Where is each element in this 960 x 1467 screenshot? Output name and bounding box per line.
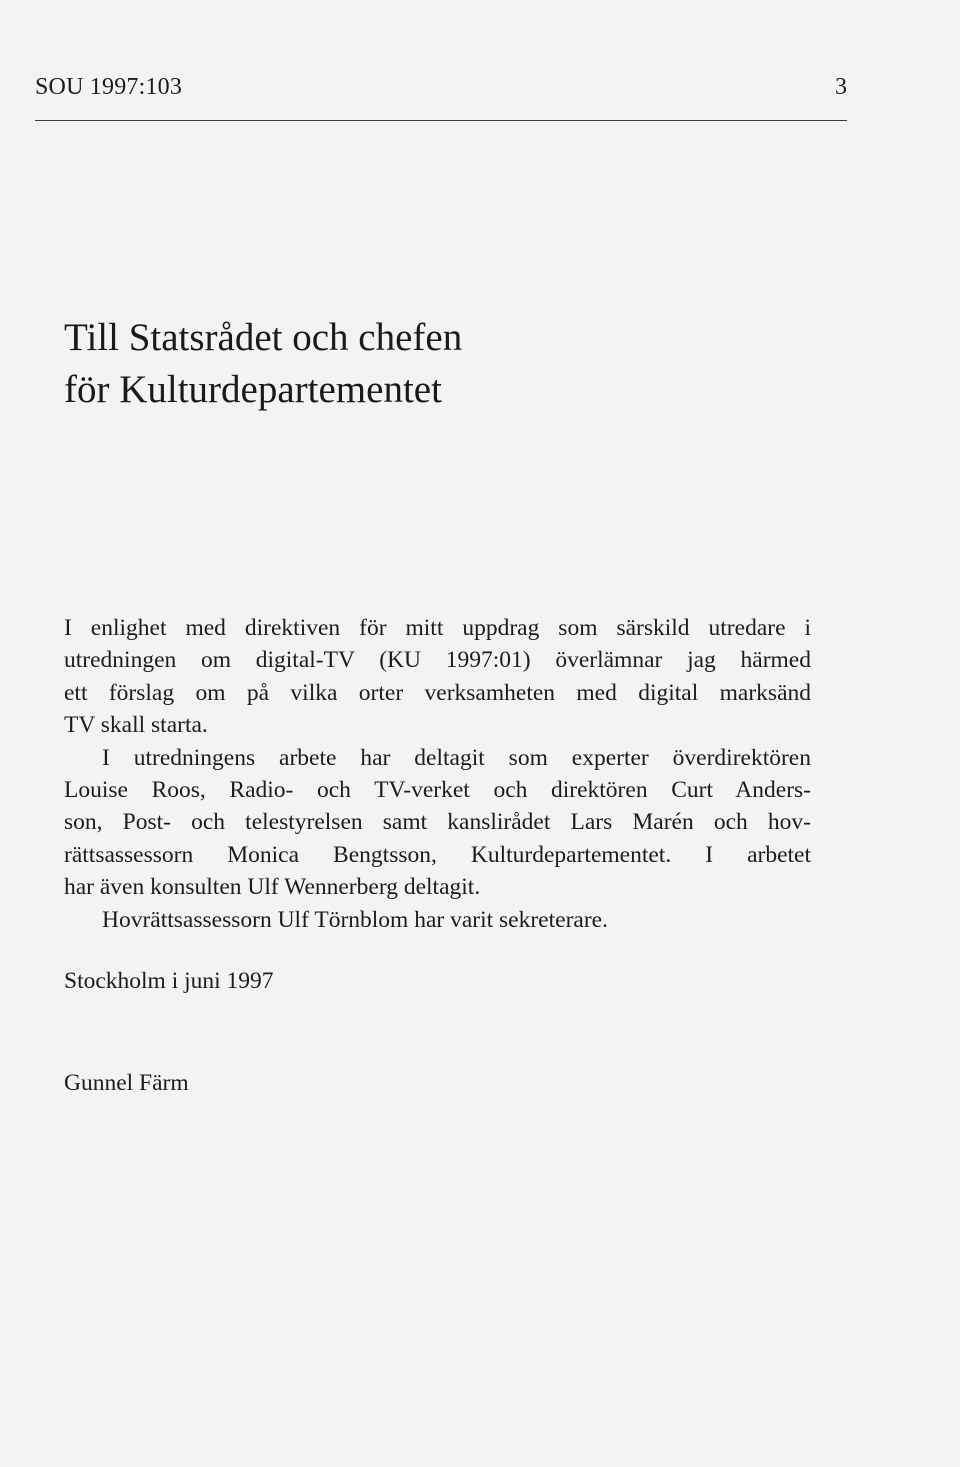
paragraph-1	[64, 612, 811, 742]
place-and-date: Stockholm i juni 1997	[64, 968, 274, 994]
text-line: I utredningens arbete har deltagit som experter överdirektören	[102, 744, 811, 771]
text-line: Hovrättsassessorn Ulf Törnblom har varit sekreterare.	[102, 906, 608, 933]
header-rule	[35, 120, 847, 121]
page-number: 3	[835, 74, 847, 100]
paragraph-3	[64, 904, 811, 936]
text-line: har även konsulten Ulf Wennerberg deltagit.	[64, 874, 481, 901]
paragraph-2	[64, 742, 811, 904]
text-line: ett förslag om på vilka orter verksamheten med digital marksänd	[64, 679, 811, 706]
page-header	[35, 74, 847, 106]
letter-title	[64, 312, 462, 416]
text-line: utredningen om digital-TV (KU 1997:01) överlämnar jag härmed	[64, 647, 811, 674]
text-line: rättsassessorn Monica Bengtsson, Kulturdepartementet. I arbetet	[64, 841, 811, 868]
letter-body	[64, 612, 811, 936]
title-line-1: Till Statsrådet och chefen	[64, 316, 463, 359]
text-line: Louise Roos, Radio- och TV-verket och direktören Curt Anders-	[64, 777, 811, 804]
text-line: TV skall starta.	[64, 712, 208, 739]
text-line: son, Post- och telestyrelsen samt kanslirådet Lars Marén och hov-	[64, 809, 811, 836]
report-series-number: SOU 1997:103	[35, 74, 183, 100]
text-line: I enlighet med direktiven för mitt uppdrag som särskild utredare i	[64, 615, 811, 641]
signature-name: Gunnel Färm	[64, 1070, 189, 1096]
title-line-2: för Kulturdepartementet	[64, 368, 442, 411]
